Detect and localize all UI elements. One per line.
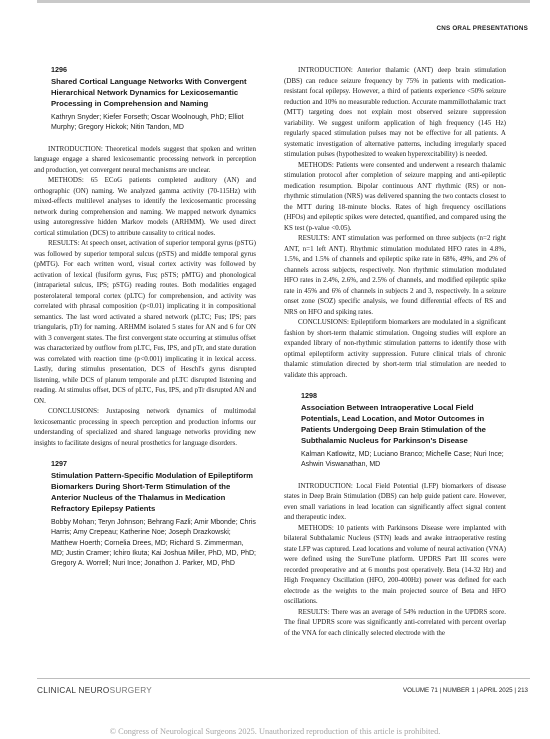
abstract-number: 1298 <box>301 391 317 400</box>
right-column <box>284 65 506 638</box>
abstract-results: RESULTS: At speech onset, activation of superior temporal gyrus (pSTG) was followed by superior temporal sulcus (pSTS) and middle temporal gyrus (pMTG). For each written word, visual cortex activity was followed by activation of lexical (fusiform gyrus, Fus; pSTS; pMTG) and phonological (intraparietal sulcus, IPS; pSTG) reading routes. Both modalities engaged posterolateral temporal cortex (pLTC) for comprehension, and activity was correlated with phrasal composition (p<0.01) implicating it in compositional semantics. The last word activated a shared network (pLTC; Fus; IPS; pars triangularis, pTr) for naming. ARHMM isolated 5 states for AN and 6 for ON with 3 convergent states. The first convergent state occurring at stimulus offset was characterized by outflow from pLTC, Fus, IPS, and pTr, and state duration was correlated with reaction time (p<0.001) implicating it in lexical access. Lastly, during stimulus presentation, DCS of Heschl's gyrus disrupted listening, while DCS of planum temporale and pLTC disrupted listening and reading. At stimulus offset, DCS of pLTC, Fus, IPS, and pTr disrupted AN and ON. <box>34 239 256 405</box>
journal-brand-suffix: SURGERY <box>109 686 153 695</box>
abstract-results: RESULTS: ANT stimulation was performed on three subjects (n=2 right ANT, n=1 left ANT). Rhythmic stimulation modulated HFO rates in 4.8%, 1.5%, and 1.5% of channels and epileptic spike rate in 68%, 49%, and 2% of channels across subjects, respectively. Non rhythmic stimulation modulated HFO rates in 2.4%, 2.6%, and 2.5% of channels, and modified epileptic spike rate in 45% and 6% of channels in subjects 2 and 3, respectively. In a seizure onset zone (SOZ) specific analysis, we found differential effects of RS and NRS on HFO and spiking rates. <box>284 234 506 316</box>
abstract-results: RESULTS: There was an average of 54% reduction in the UPDRS score. The final UPDRS score was significantly anti-correlated with percent overlap of the VNA for each clinically selected electrode with the <box>284 607 506 637</box>
running-head: CNS ORAL PRESENTATIONS <box>436 25 528 32</box>
abstract-authors: Kalman Katlowitz, MD; Luciano Branco; Michelle Case; Nuri Ince; Ashwin Viswanathan, MD <box>301 451 504 469</box>
abstract-title: Shared Cortical Language Networks With Convergent Hierarchical Network Dynamics for Lexicosemantic Processing in Comprehension and Naming <box>51 77 247 108</box>
abstract-title: Association Between Intraoperative Local Field Potentials, Lead Location, and Motor Outcomes in Patients Undergoing Deep Brain Stimulation of the Subthalamic Nucleus for Parkinson's Disease <box>301 403 486 445</box>
abstract-methods: METHODS: Patients were consented and underwent a research thalamic stimulation protocol after completion of seizure mapping and anti-epileptic medication resumption. Bipolar continuous ANT rhythmic (RS) or non-rhythmic stimulation (NRS) was delivered spanning the two contacts closest to the MTT during 18-minute blocks. Rates of high frequency oscillations (HFOs) and epileptic spikes were detected, quantified, and compared using the KS test (p-value <0.05). <box>284 160 506 232</box>
abstract-1298 <box>284 391 506 638</box>
abstract-1297-header <box>34 459 256 569</box>
abstract-methods: METHODS: 10 patients with Parkinsons Disease were implanted with bilateral Subthalamic Nucleus (STN) leads and awake intraoperative resting state LFP was captured. Lead locations and volume of neural activation (VNA) were defined using the SureTune platform. UPDRS Part III scores were recorded preoperative and at 6 months post operatively. Beta (14-32 Hz) and High Frequency Oscillation (HFO, 200-400Hz) power was defined for each electrode as the weights to the main projected source of Beta and HFO oscillations. <box>284 523 506 606</box>
abstract-introduction: INTRODUCTION: Local Field Potential (LFP) biomarkers of disease states in Deep Brain Stimulation (DBS) can help guide patient care. However, even small variations in lead location can significantly affect signal content and therapeutic index. <box>284 481 506 522</box>
journal-brand-prefix: CLINICAL NEURO <box>37 686 110 695</box>
abstract-introduction: INTRODUCTION: Theoretical models suggest that spoken and written language engage a shared lexicosemantic processing network in perception and production, yet convergent neural mechanisms are unclear. <box>34 144 256 174</box>
abstract-number: 1296 <box>51 65 67 74</box>
abstract-number: 1297 <box>51 459 67 469</box>
abstract-title: Stimulation Pattern-Specific Modulation of Epileptiform Biomarkers During Short-Term Stimulation of the Anterior Nucleus of the Thalamus in Medication Refractory Epilepsy Patients <box>51 471 254 514</box>
abstract-1297-body <box>284 65 506 380</box>
abstract-methods: METHODS: 65 ECoG patients completed auditory (AN) and orthographic (ON) naming. We analyzed gamma activity (70-115Hz) with mixed-effects multilevel analyses to identify the lexicosemantic processing network during comprehension and naming. We mapped network dynamics using autoregressive hidden Markov models (ARHMM). We used direct cortical stimulation (DCS) to attribute causality to critical nodes. <box>34 176 256 237</box>
issue-info: VOLUME 71 | NUMBER 1 | APRIL 2025 | 213 <box>403 687 528 694</box>
copyright-notice: © Congress of Neurological Surgeons 2025. Unauthorized reproduction of this article is prohibited. <box>109 727 441 736</box>
left-column <box>34 65 256 580</box>
abstract-conclusions: CONCLUSIONS: Juxtaposing network dynamics of multimodal lexicosemantic processing in speech perception and production informs our understanding of specialized and shared language networks providing new insights to facilitate designs of neural prosthetics for language disorders. <box>34 407 256 447</box>
abstract-introduction: INTRODUCTION: Anterior thalamic (ANT) deep brain stimulation (DBS) can reduce seizure frequency by 75% in patients with medication-resistant focal epilepsy. However, a third of patients experience <50% seizure reduction and 10% no measurable reduction. Accurate mammillothalamic tract (MTT) targeting does not explain most observed seizure suppression variability. We suggest uniform application of high frequency (145 Hz) regularly spaced stimulation pulses may not be effective for all patients. A systematic investigation of alternative patterns, including irregularly spaced stimulation pulses (hypothesized to weaken hyperexcitability) is needed. <box>284 66 506 158</box>
abstract-1296 <box>34 65 256 448</box>
abstract-conclusions: CONCLUSIONS: Epileptiform biomarkers are modulated in a significant fashion by short-term thalamic stimulation. Ongoing studies will explore an expanded library of non-rhythmic stimulation patterns to identify those with optimal epileptiform activity suppression. Future clinical trials of chronic thalamic stimulation directed by short-term trial stimulation are needed to validate this approach. <box>284 318 506 379</box>
header-rule <box>37 0 530 3</box>
footer-rule <box>37 678 530 679</box>
journal-brand <box>37 686 152 695</box>
abstract-authors: Bobby Mohan; Teryn Johnson; Behrang Fazli; Amir Mbonde; Chris Harris; Amy Crepeau; Katherine Noe; Joseph Drazkowski; Matthew Hoerth; Cornelia Drees, MD; Richard S. Zimmerman, MD; Justin Cramer; Ichiro Ikuta; Kai Joshua Miller, PhD, MD, PhD; Gregory A. Worrell; Nuri Ince; Jonathon J. Parker, MD, PhD <box>51 519 257 568</box>
abstract-authors: Kathryn Snyder; Kiefer Forseth; Oscar Woolnough, PhD; Elliot Murphy; Gregory Hickok; Nitin Tandon, MD <box>51 114 244 132</box>
